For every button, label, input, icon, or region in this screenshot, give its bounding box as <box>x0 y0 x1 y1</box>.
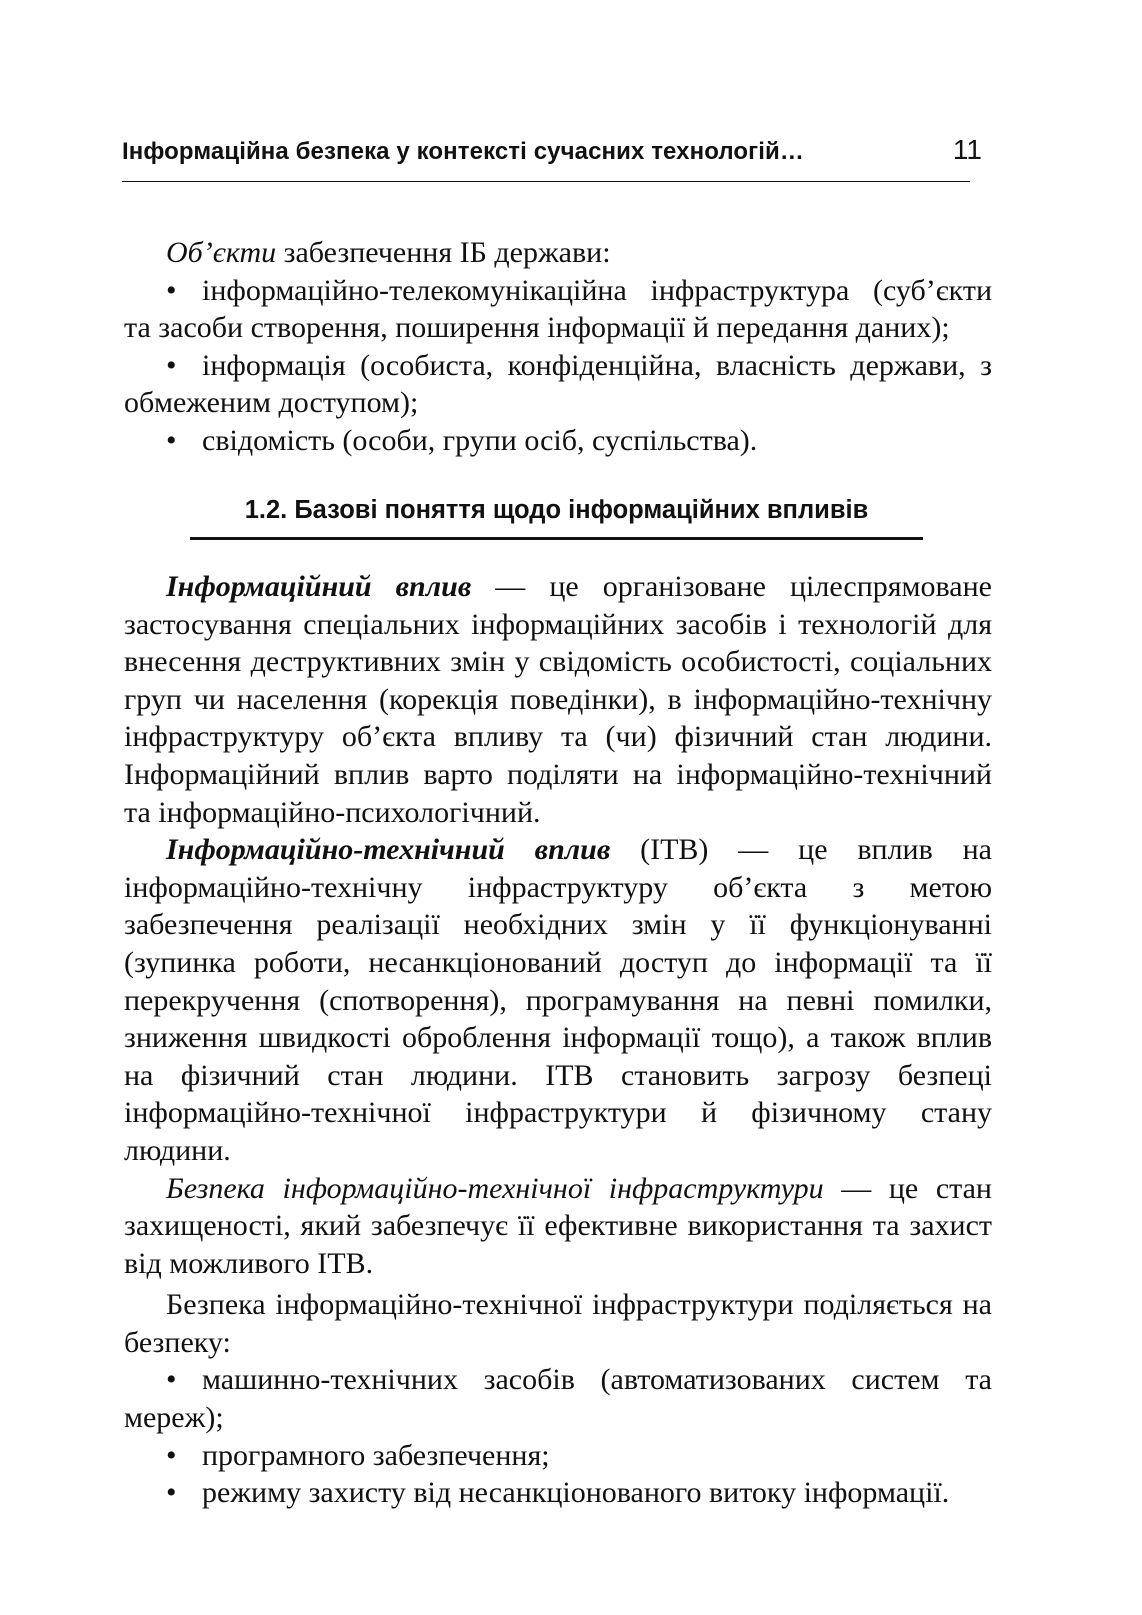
header-rule <box>122 181 970 182</box>
list-item <box>124 272 992 347</box>
paragraph-text: (ІТВ) — це вплив на інформаційно-технічну інфраструктуру об’єкта з метою забезпечення реалізації необхідних змін у її функціонуванні (зупинка роботи, несанкціонований доступ до інформації та її перекручення (спотворення), програмування на певні помилки, зниження швидкості оброблення інформації тощо), а також вплив на фізичний стан людини. ІТВ становить загрозу безпеці інформаційно-технічної інфраструктури й фізичному стану людини. <box>124 833 992 1167</box>
bullet-icon: • <box>166 423 177 457</box>
list-item-text: режиму захисту від несанкціонованого витоку інформації. <box>202 1476 950 1510</box>
term-infrastructure-security: Безпека інформаційно-технічної інфраструктури <box>166 1171 824 1205</box>
running-title: Інформаційна безпека у контексті сучасних технологій… <box>122 138 804 165</box>
term-itv: Інформаційно-технічний вплив <box>166 833 611 867</box>
list-item-text: машинно-технічних засобів (автоматизованих систем та мереж); <box>124 1363 992 1435</box>
paragraph-itv <box>124 831 992 1169</box>
list-item <box>124 1474 992 1512</box>
bullet-icon: • <box>166 1438 177 1472</box>
paragraph-information-influence <box>124 568 992 831</box>
objects-intro <box>124 234 992 272</box>
bullet-icon: • <box>166 348 177 382</box>
list-item-text: свідомість (особи, групи осіб, суспільства). <box>202 423 758 457</box>
list-item <box>124 1437 992 1475</box>
term-information-influence: Інформаційний вплив <box>166 570 472 603</box>
objects-term: Об’єкти <box>166 236 277 269</box>
page-number: 11 <box>952 134 982 165</box>
paragraph-text: — це організоване цілеспрямоване застосування спеціальних інформаційних засобів і технологій для внесення деструктивних змін у свідомість особистості, соціальних груп чи населення (корекція поведінки), в інформаційно-технічну інфраструктуру об’єкта впливу та (чи) фізичний стан людини. Інформаційний вплив варто поділяти на інформаційно-технічний та інформаційно-психологічний. <box>124 570 992 829</box>
objects-intro-text: забезпечення ІБ держави: <box>276 236 611 269</box>
list-item-text: інформація (особиста, конфіденційна, власність держави, з обмеженим доступом); <box>124 348 992 420</box>
section-body <box>124 568 992 1512</box>
list-item-text: програмного забезпечення; <box>202 1438 550 1472</box>
list-item <box>124 422 992 460</box>
objects-section <box>124 234 992 460</box>
paragraph-text: — це стан захищеності, який забезпечує її ефективне використання та захист від можливого ІТВ. <box>124 1171 992 1280</box>
bullet-icon: • <box>166 1363 177 1397</box>
bullet-icon: • <box>166 273 177 307</box>
list-item-text: інформаційно-телекомунікаційна інфраструктура (суб’єкти та засоби створення, поширення інформації й передання даних); <box>124 273 992 345</box>
list-item <box>124 347 992 422</box>
list-item <box>124 1361 992 1436</box>
bullet-icon: • <box>166 1476 177 1510</box>
paragraph-infrastructure-security <box>124 1170 992 1283</box>
paragraph-security-division: Безпека інформаційно-технічної інфраструктури поділяється на безпеку: <box>124 1288 992 1359</box>
section-heading: 1.2. Базові поняття щодо інформаційних впливів <box>244 496 869 524</box>
section-rule <box>190 537 923 540</box>
